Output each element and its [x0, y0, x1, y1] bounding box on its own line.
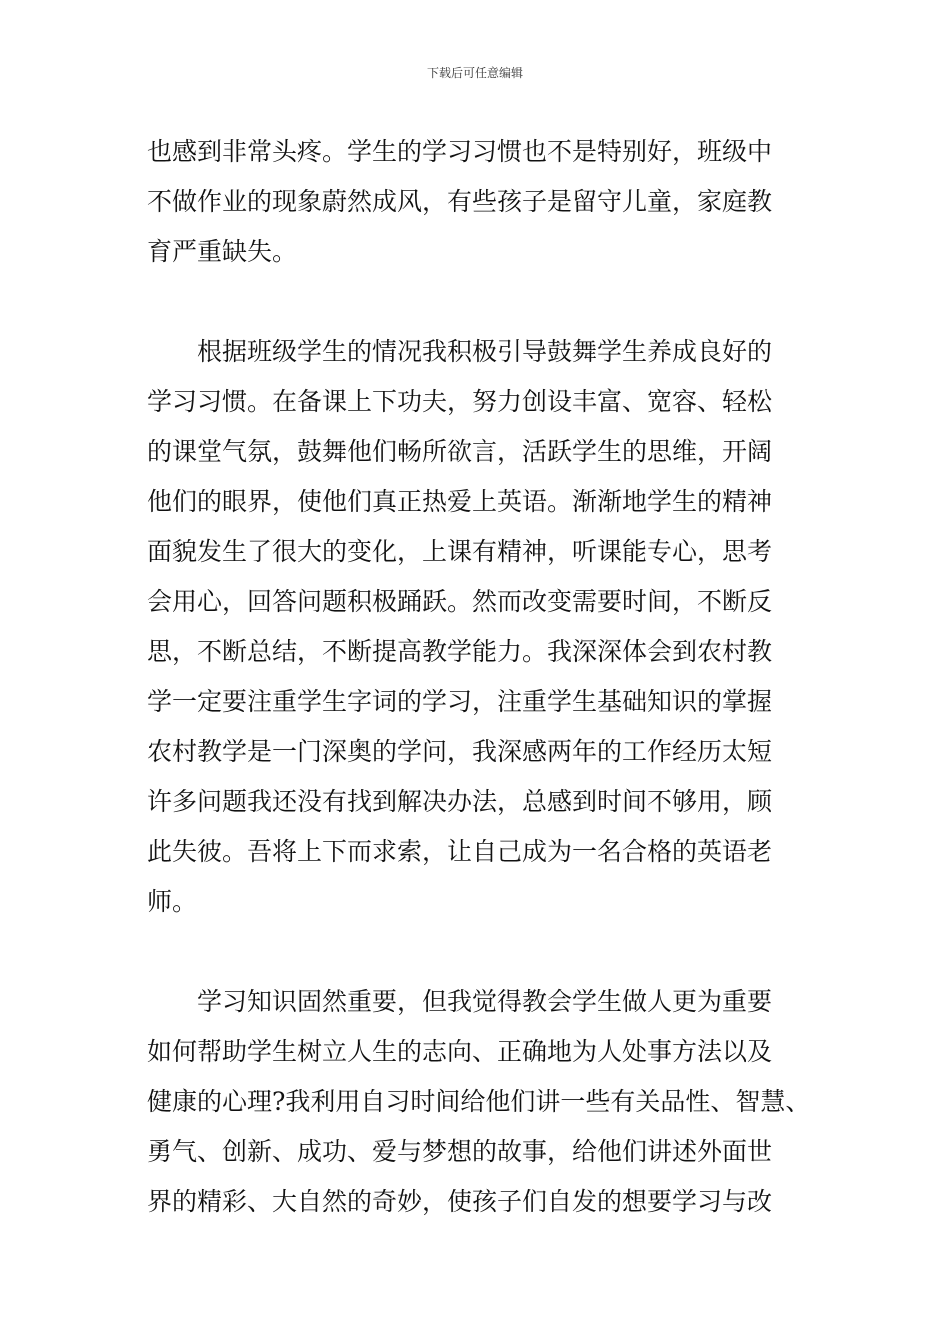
text-line: 思，不断总结，不断提高教学能力。我深深体会到农村教 [147, 637, 773, 666]
paragraph-gap [147, 927, 827, 977]
document-body [147, 127, 827, 1227]
text-line: 学习知识固然重要，但我觉得教会学生做人更为重要 [197, 987, 773, 1016]
text-line: 界的精彩、大自然的奇妙，使孩子们自发的想要学习与改 [147, 1187, 773, 1216]
text-line: 也感到非常头疼。学生的学习习惯也不是特别好，班级中 [147, 137, 773, 166]
paragraph-2 [147, 327, 827, 927]
text-line: 学一定要注重学生字词的学习，注重学生基础知识的掌握 [147, 687, 773, 716]
text-line: 的课堂气氛，鼓舞他们畅所欲言，活跃学生的思维，开阔 [147, 437, 773, 466]
text-line: 不做作业的现象蔚然成风，有些孩子是留守儿童，家庭教 [147, 187, 773, 216]
text-line: 会用心，回答问题积极踊跃。然而改变需要时间，不断反 [147, 587, 773, 616]
text-line: 勇气、创新、成功、爱与梦想的故事，给他们讲述外面世 [147, 1137, 773, 1166]
text-line: 师。 [147, 887, 198, 916]
text-line: 根据班级学生的情况我积极引导鼓舞学生养成良好的 [197, 337, 773, 366]
text-line: 如何帮助学生树立人生的志向、正确地为人处事方法以及 [147, 1037, 773, 1066]
text-line: 面貌发生了很大的变化，上课有精神，听课能专心，思考 [147, 537, 773, 566]
text-line: 此失彼。吾将上下而求索，让自己成为一名合格的英语老 [147, 837, 773, 866]
text-line: 农村教学是一门深奥的学问，我深感两年的工作经历太短 [147, 737, 773, 766]
text-line: 健康的心理?我利用自习时间给他们讲一些有关品性、智慧、 [147, 1087, 811, 1116]
paragraph-3 [147, 977, 827, 1227]
text-line: 学习习惯。在备课上下功夫，努力创设丰富、宽容、轻松 [147, 387, 773, 416]
paragraph-1 [147, 127, 827, 277]
page-header: 下载后可任意编辑 [426, 66, 523, 80]
text-line: 许多问题我还没有找到解决办法，总感到时间不够用，顾 [147, 787, 773, 816]
paragraph-gap [147, 277, 827, 327]
text-line: 育严重缺失。 [147, 237, 298, 266]
text-line: 他们的眼界，使他们真正热爱上英语。渐渐地学生的精神 [147, 487, 773, 516]
